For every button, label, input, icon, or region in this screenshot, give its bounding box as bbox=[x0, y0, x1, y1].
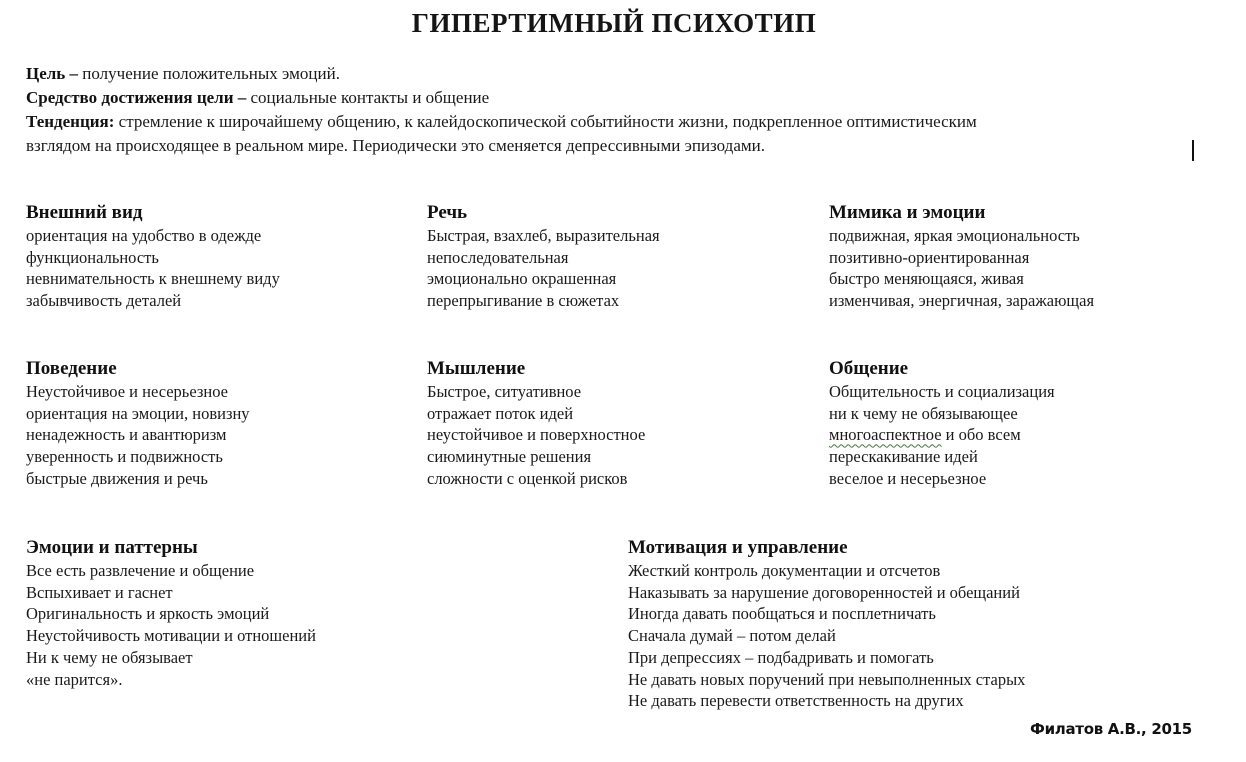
list-item: непоследовательная bbox=[427, 247, 569, 267]
page-title: ГИПЕРТИМНЫЙ ПСИХОТИП bbox=[411, 8, 817, 38]
list-item: Оригинальность и яркость эмоций bbox=[26, 604, 270, 624]
section-heading: Речь bbox=[427, 202, 468, 223]
list-item: подвижная, яркая эмоциональность bbox=[829, 226, 1080, 245]
list-item: уверенность и подвижность bbox=[26, 447, 223, 467]
section-heading: Общение bbox=[829, 358, 909, 379]
tendency-line bbox=[26, 110, 1196, 134]
tendency-text-1: стремление к широчайшему общению, к калейдоскопической событийности жизни, подкрепленное оптимистическим bbox=[114, 112, 977, 131]
spellcheck-underlined-word: многоаспектное bbox=[829, 425, 942, 445]
section-communication bbox=[829, 357, 1055, 490]
goal-text: получение положительных эмоций. bbox=[78, 64, 340, 83]
section-behavior bbox=[26, 357, 250, 490]
means-line bbox=[26, 86, 1196, 110]
section-motivation bbox=[628, 536, 1025, 712]
list-item: Иногда давать пообщаться и посплетничать bbox=[628, 604, 936, 624]
section-heading: Мимика и эмоции bbox=[829, 202, 986, 223]
list-item: забывчивость деталей bbox=[26, 291, 182, 311]
list-item: Жесткий контроль документации и отсчетов bbox=[628, 561, 941, 580]
list-item bbox=[829, 424, 1055, 446]
list-item: Ни к чему не обязывает bbox=[26, 647, 193, 667]
text-cursor bbox=[1192, 140, 1194, 161]
list-item: сложности с оценкой рисков bbox=[427, 468, 628, 488]
list-item: отражает поток идей bbox=[427, 403, 574, 423]
section-emotions bbox=[26, 536, 316, 690]
list-item: невнимательность к внешнему виду bbox=[26, 269, 280, 289]
section-appearance bbox=[26, 201, 280, 312]
list-item: перепрыгивание в сюжетах bbox=[427, 291, 620, 311]
item-list bbox=[427, 225, 660, 312]
list-item: Сначала думай – потом делай bbox=[628, 626, 836, 646]
tendency-line-2 bbox=[26, 134, 1196, 158]
tendency-label: Тенденция: bbox=[26, 112, 115, 131]
list-item: Вспыхивает и гаснет bbox=[26, 582, 173, 602]
section-heading: Эмоции и паттерны bbox=[26, 537, 198, 558]
section-thinking bbox=[427, 357, 645, 490]
list-item: веселое и несерьезное bbox=[829, 468, 987, 488]
list-item: Не давать новых поручений при невыполненных старых bbox=[628, 669, 1026, 689]
list-item: «не парится». bbox=[26, 669, 123, 689]
list-item: быстрые движения и речь bbox=[26, 468, 208, 488]
list-item: перескакивание идей bbox=[829, 447, 978, 467]
list-item: Общительность и социализация bbox=[829, 382, 1055, 401]
list-item: эмоционально окрашенная bbox=[427, 269, 617, 289]
list-item: ориентация на эмоции, новизну bbox=[26, 403, 250, 423]
list-item: быстро меняющаяся, живая bbox=[829, 269, 1024, 289]
section-heading: Внешний вид bbox=[26, 202, 143, 223]
item-list bbox=[829, 225, 1094, 312]
list-item: Быстрая, взахлеб, выразительная bbox=[427, 226, 660, 245]
item-list bbox=[829, 381, 1055, 490]
list-item: Быстрое, ситуативное bbox=[427, 382, 582, 401]
section-heading: Мотивация и управление bbox=[628, 537, 848, 558]
item-list bbox=[26, 381, 250, 490]
section-mimics bbox=[829, 201, 1094, 312]
item-list bbox=[26, 225, 280, 312]
list-item: Неустойчивость мотивации и отношений bbox=[26, 626, 316, 646]
means-label: Средство достижения цели – bbox=[26, 88, 247, 107]
item-list bbox=[628, 560, 1025, 712]
goal-label: Цель – bbox=[26, 64, 79, 83]
list-item: неустойчивое и поверхностное bbox=[427, 425, 646, 445]
list-item: позитивно-ориентированная bbox=[829, 247, 1030, 267]
list-item: При депрессиях – подбадривать и помогать bbox=[628, 647, 934, 667]
means-text: социальные контакты и общение bbox=[246, 88, 490, 107]
list-item: Не давать перевести ответственность на других bbox=[628, 691, 964, 711]
section-heading: Мышление bbox=[427, 358, 526, 379]
list-item: ненадежность и авантюризм bbox=[26, 425, 227, 445]
list-item: ни к чему не обязывающее bbox=[829, 403, 1018, 423]
list-item: Неустойчивое и несерьезное bbox=[26, 382, 228, 401]
list-item: функциональность bbox=[26, 247, 159, 267]
list-item: Все есть развлечение и общение bbox=[26, 561, 255, 580]
list-item: ориентация на удобство в одежде bbox=[26, 226, 262, 245]
item-list bbox=[427, 381, 645, 490]
section-speech bbox=[427, 201, 660, 312]
tendency-text-2: взглядом на происходящее в реальном мире. Периодически это сменяется депрессивными эпизодами. bbox=[26, 136, 765, 155]
intro-paragraph bbox=[26, 62, 1196, 158]
list-item-rest: и обо всем bbox=[941, 425, 1021, 445]
list-item: Наказывать за нарушение договоренностей и обещаний bbox=[628, 582, 1020, 602]
item-list bbox=[26, 560, 316, 690]
section-heading: Поведение bbox=[26, 358, 117, 379]
author-credit: Филатов А.В., 2015 bbox=[1030, 720, 1192, 738]
list-item: изменчивая, энергичная, заражающая bbox=[829, 291, 1095, 311]
goal-line bbox=[26, 62, 1196, 86]
list-item: сиюминутные решения bbox=[427, 447, 592, 467]
